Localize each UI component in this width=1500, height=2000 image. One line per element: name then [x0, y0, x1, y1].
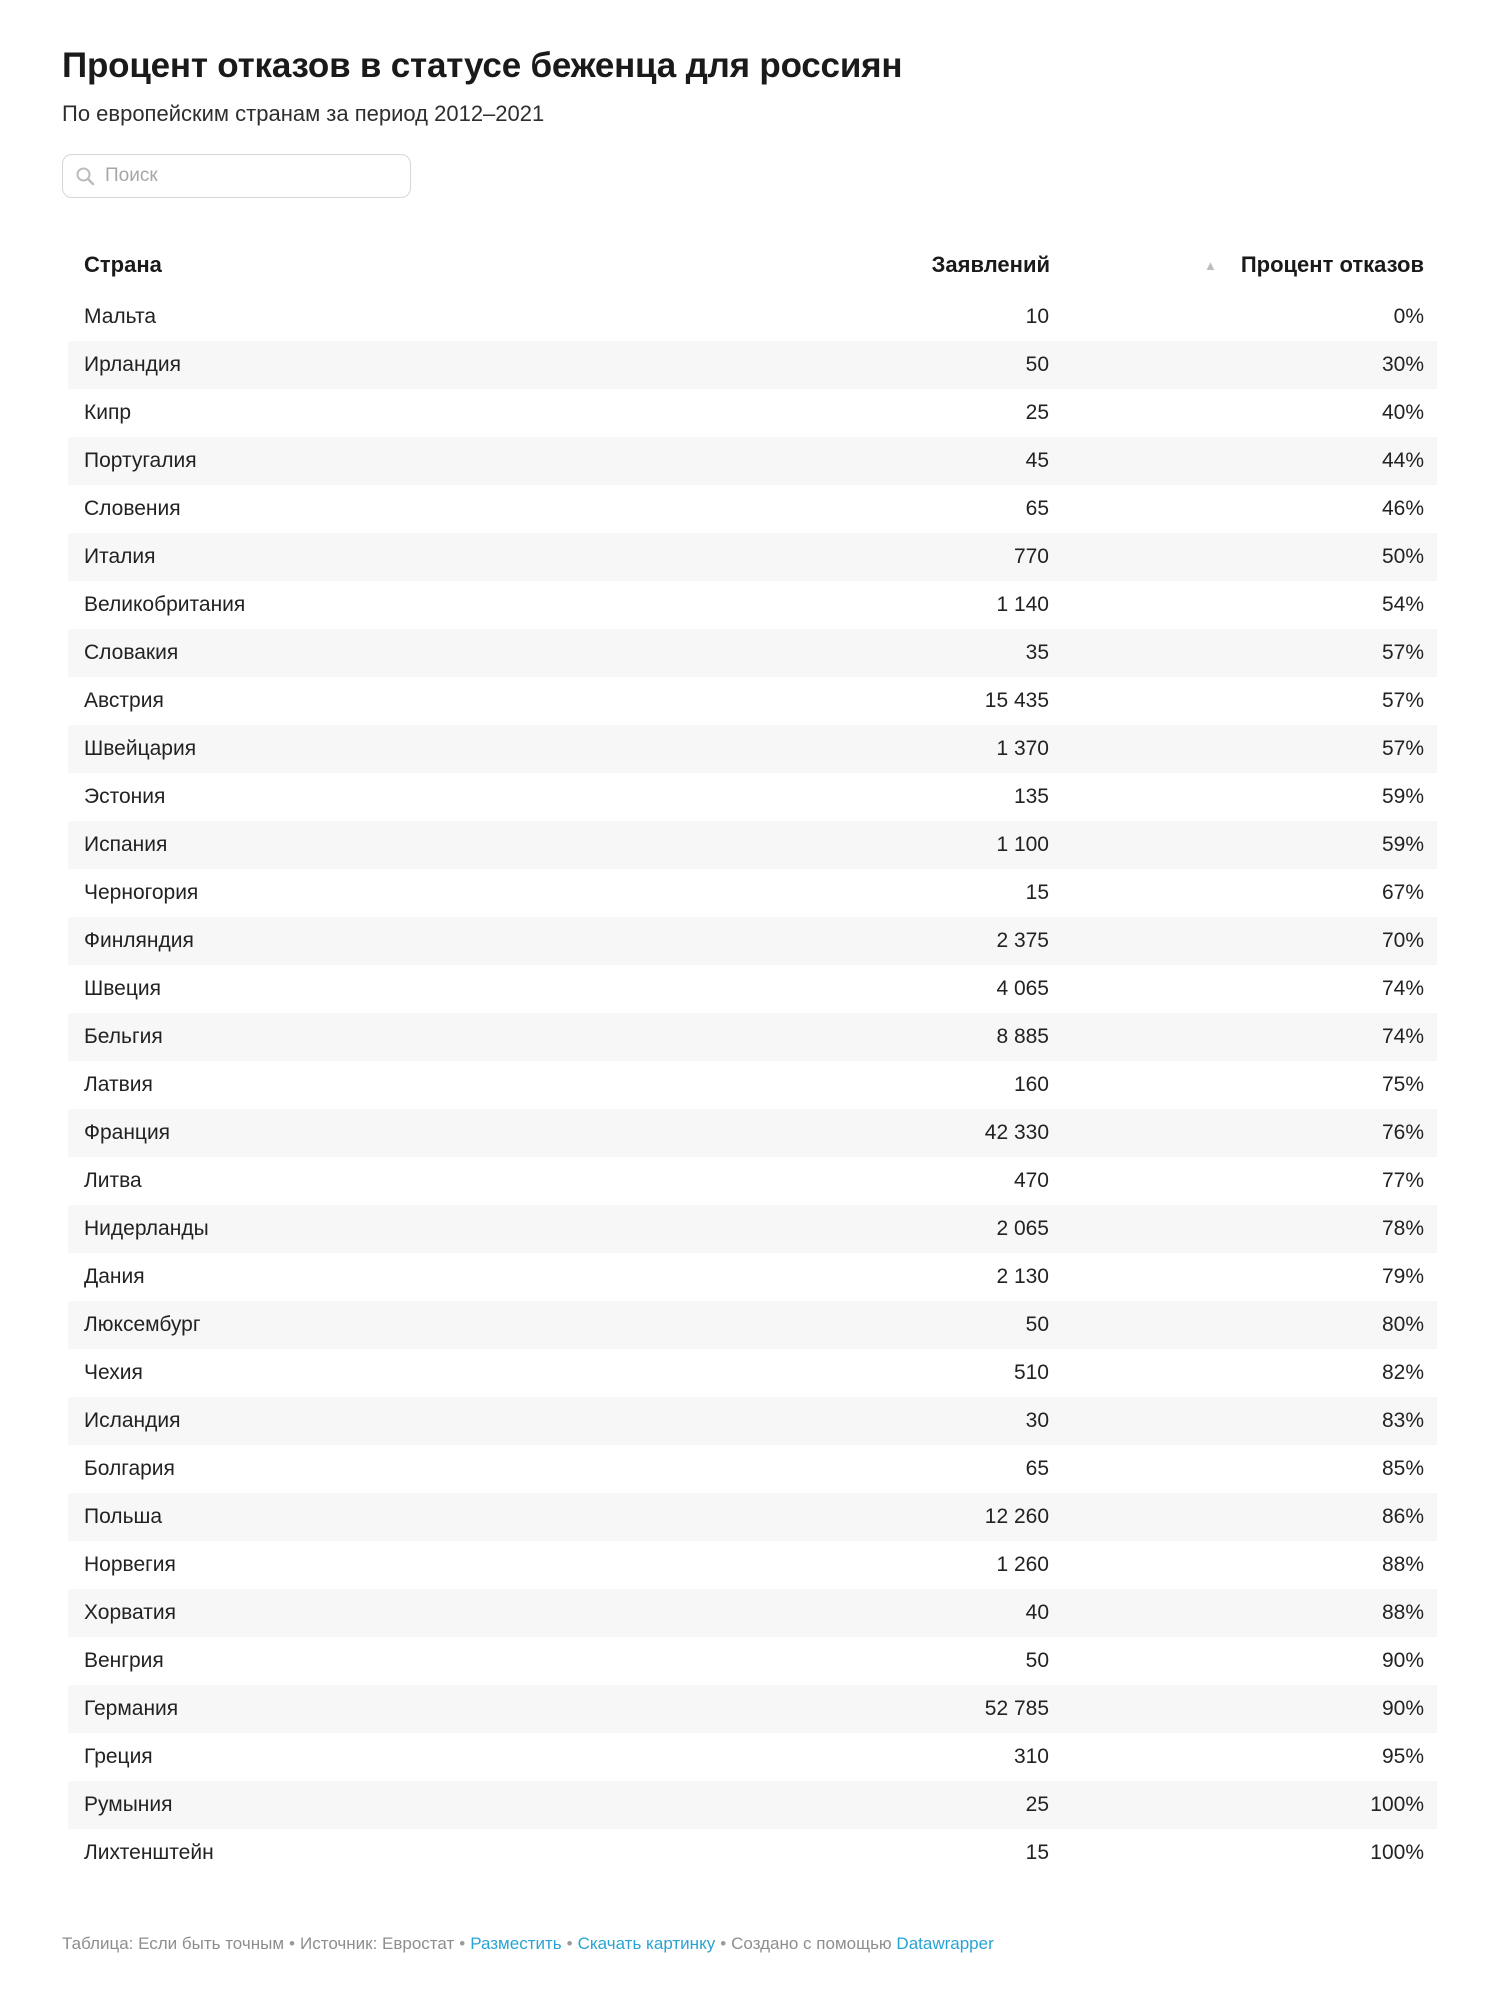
table-row [68, 869, 1437, 917]
cell-refusal: 100% [1370, 1792, 1424, 1816]
column-header-refusal-rate[interactable] [1050, 237, 1437, 293]
cell-refusal: 59% [1381, 832, 1424, 856]
table-row [68, 1109, 1437, 1157]
cell-applications: 25 [1025, 400, 1049, 424]
cell-applications: 1 260 [996, 1552, 1049, 1576]
cell-refusal: 54% [1381, 592, 1424, 616]
cell-refusal: 80% [1381, 1312, 1424, 1336]
sort-ascending-icon: ▲ [1203, 257, 1217, 273]
footer-separator: • [720, 1933, 727, 1953]
cell-applications: 160 [1013, 1072, 1049, 1096]
cell-refusal: 74% [1381, 976, 1424, 1000]
table-row [68, 677, 1437, 725]
search-box[interactable] [62, 154, 411, 198]
cell-applications: 50 [1025, 1312, 1049, 1336]
table-row [68, 1493, 1437, 1541]
table-row [68, 533, 1437, 581]
table-row [68, 341, 1437, 389]
footer-separator: • [459, 1933, 466, 1953]
cell-refusal: 86% [1381, 1504, 1424, 1528]
cell-refusal: 67% [1381, 880, 1424, 904]
cell-refusal: 79% [1381, 1264, 1424, 1288]
cell-refusal: 59% [1381, 784, 1424, 808]
cell-applications: 135 [1013, 784, 1049, 808]
datawrapper-link[interactable]: Datawrapper [896, 1933, 994, 1953]
table-body [68, 293, 1437, 1877]
cell-applications: 2 375 [996, 928, 1049, 952]
table-row [68, 965, 1437, 1013]
cell-country: Греция [84, 1744, 153, 1768]
cell-refusal: 85% [1381, 1456, 1424, 1480]
table-row [68, 1157, 1437, 1205]
search-input[interactable] [105, 165, 398, 187]
cell-applications: 310 [1013, 1744, 1049, 1768]
table-row [68, 293, 1437, 341]
cell-country: Румыния [84, 1792, 173, 1816]
cell-applications: 15 [1025, 880, 1049, 904]
table-row [68, 773, 1437, 821]
cell-refusal: 50% [1381, 544, 1424, 568]
cell-refusal: 76% [1381, 1120, 1424, 1144]
page-subtitle: По европейским странам за период 2012–2021 [62, 100, 545, 126]
table-row [68, 1685, 1437, 1733]
cell-applications: 1 100 [996, 832, 1049, 856]
table-row [68, 629, 1437, 677]
cell-applications: 50 [1025, 1648, 1049, 1672]
cell-refusal: 44% [1381, 448, 1424, 472]
cell-refusal: 57% [1381, 640, 1424, 664]
cell-applications: 65 [1025, 1456, 1049, 1480]
cell-refusal: 82% [1381, 1360, 1424, 1384]
cell-applications: 50 [1025, 352, 1049, 376]
cell-refusal: 83% [1381, 1408, 1424, 1432]
table-row [68, 1061, 1437, 1109]
table-row [68, 581, 1437, 629]
cell-country: Португалия [84, 448, 197, 472]
cell-applications: 1 140 [996, 592, 1049, 616]
cell-applications: 12 260 [984, 1504, 1049, 1528]
table-row [68, 917, 1437, 965]
cell-applications: 15 [1025, 1840, 1049, 1864]
column-header-applications[interactable]: Заявлений [931, 251, 1050, 277]
footer-source: Источник: Евростат [300, 1933, 455, 1953]
embed-link[interactable]: Разместить [470, 1933, 562, 1953]
cell-country: Хорватия [84, 1600, 176, 1624]
cell-applications: 45 [1025, 448, 1049, 472]
cell-refusal: 70% [1381, 928, 1424, 952]
table-row [68, 1541, 1437, 1589]
download-image-link[interactable]: Скачать картинку [577, 1933, 716, 1953]
cell-applications: 770 [1013, 544, 1049, 568]
cell-refusal: 40% [1381, 400, 1424, 424]
cell-country: Испания [84, 832, 168, 856]
table-row [68, 821, 1437, 869]
cell-applications: 510 [1013, 1360, 1049, 1384]
cell-country: Исландия [84, 1408, 181, 1432]
cell-country: Швеция [84, 976, 161, 1000]
cell-country: Швейцария [84, 736, 197, 760]
cell-applications: 15 435 [984, 688, 1049, 712]
cell-refusal: 57% [1381, 688, 1424, 712]
table-row [68, 725, 1437, 773]
cell-country: Польша [84, 1504, 163, 1528]
cell-country: Франция [84, 1120, 171, 1144]
table-row [68, 389, 1437, 437]
table-row [68, 1205, 1437, 1253]
cell-refusal: 57% [1381, 736, 1424, 760]
search-icon [75, 166, 95, 186]
cell-applications: 1 370 [996, 736, 1049, 760]
cell-refusal: 30% [1381, 352, 1424, 376]
cell-country: Великобритания [84, 592, 246, 616]
cell-country: Финляндия [84, 928, 194, 952]
table-row [68, 1781, 1437, 1829]
table-row [68, 1397, 1437, 1445]
table-row [68, 1637, 1437, 1685]
refusals-table [68, 237, 1437, 1877]
column-header-refusal-rate-label: Процент отказов [1240, 251, 1424, 277]
table-row [68, 1253, 1437, 1301]
cell-country: Словения [84, 496, 181, 520]
cell-country: Нидерланды [84, 1216, 209, 1240]
table-row [68, 1349, 1437, 1397]
table-row [68, 1301, 1437, 1349]
cell-country: Германия [84, 1696, 179, 1720]
cell-refusal: 75% [1381, 1072, 1424, 1096]
cell-country: Бельгия [84, 1024, 163, 1048]
cell-country: Чехия [84, 1360, 143, 1384]
table-row [68, 1013, 1437, 1061]
cell-refusal: 74% [1381, 1024, 1424, 1048]
page-title: Процент отказов в статусе беженца для россиян [62, 46, 903, 85]
table-row [68, 437, 1437, 485]
cell-country: Литва [84, 1168, 142, 1192]
table-header-row [68, 237, 1437, 293]
cell-country: Мальта [84, 304, 157, 328]
cell-country: Болгария [84, 1456, 175, 1480]
cell-applications: 10 [1025, 304, 1049, 328]
table-row [68, 1733, 1437, 1781]
table-row [68, 485, 1437, 533]
table-row [68, 1445, 1437, 1493]
cell-applications: 65 [1025, 496, 1049, 520]
cell-country: Ирландия [84, 352, 181, 376]
footer-created-with: Создано с помощью [731, 1933, 892, 1953]
cell-refusal: 46% [1381, 496, 1424, 520]
table-row [68, 1589, 1437, 1637]
cell-applications: 40 [1025, 1600, 1049, 1624]
cell-country: Кипр [84, 400, 132, 424]
footer-separator: • [566, 1933, 573, 1953]
footer-separator: • [289, 1933, 295, 1953]
cell-country: Венгрия [84, 1648, 164, 1672]
cell-applications: 30 [1025, 1408, 1049, 1432]
cell-refusal: 0% [1393, 304, 1424, 328]
cell-refusal: 100% [1370, 1840, 1424, 1864]
cell-applications: 35 [1025, 640, 1049, 664]
footer-table-credit: Таблица: Если быть точным [62, 1933, 285, 1953]
table-row [68, 1829, 1437, 1877]
cell-country: Черногория [84, 880, 199, 904]
footer [62, 1933, 1439, 1955]
cell-refusal: 88% [1381, 1552, 1424, 1576]
cell-refusal: 90% [1381, 1648, 1424, 1672]
cell-applications: 8 885 [996, 1024, 1049, 1048]
cell-country: Словакия [84, 640, 179, 664]
cell-applications: 52 785 [984, 1696, 1049, 1720]
cell-refusal: 78% [1381, 1216, 1424, 1240]
cell-applications: 470 [1013, 1168, 1049, 1192]
cell-applications: 2 130 [996, 1264, 1049, 1288]
column-header-country[interactable]: Страна [84, 251, 162, 277]
cell-applications: 25 [1025, 1792, 1049, 1816]
cell-refusal: 90% [1381, 1696, 1424, 1720]
cell-country: Лихтенштейн [84, 1840, 214, 1864]
cell-refusal: 95% [1381, 1744, 1424, 1768]
cell-country: Италия [84, 544, 156, 568]
cell-applications: 2 065 [996, 1216, 1049, 1240]
cell-country: Дания [84, 1264, 145, 1288]
cell-country: Австрия [84, 688, 164, 712]
cell-applications: 42 330 [984, 1120, 1049, 1144]
cell-refusal: 88% [1381, 1600, 1424, 1624]
cell-country: Люксембург [84, 1312, 201, 1336]
cell-country: Эстония [84, 784, 166, 808]
cell-country: Латвия [84, 1072, 153, 1096]
cell-refusal: 77% [1381, 1168, 1424, 1192]
cell-country: Норвегия [84, 1552, 176, 1576]
cell-applications: 4 065 [996, 976, 1049, 1000]
